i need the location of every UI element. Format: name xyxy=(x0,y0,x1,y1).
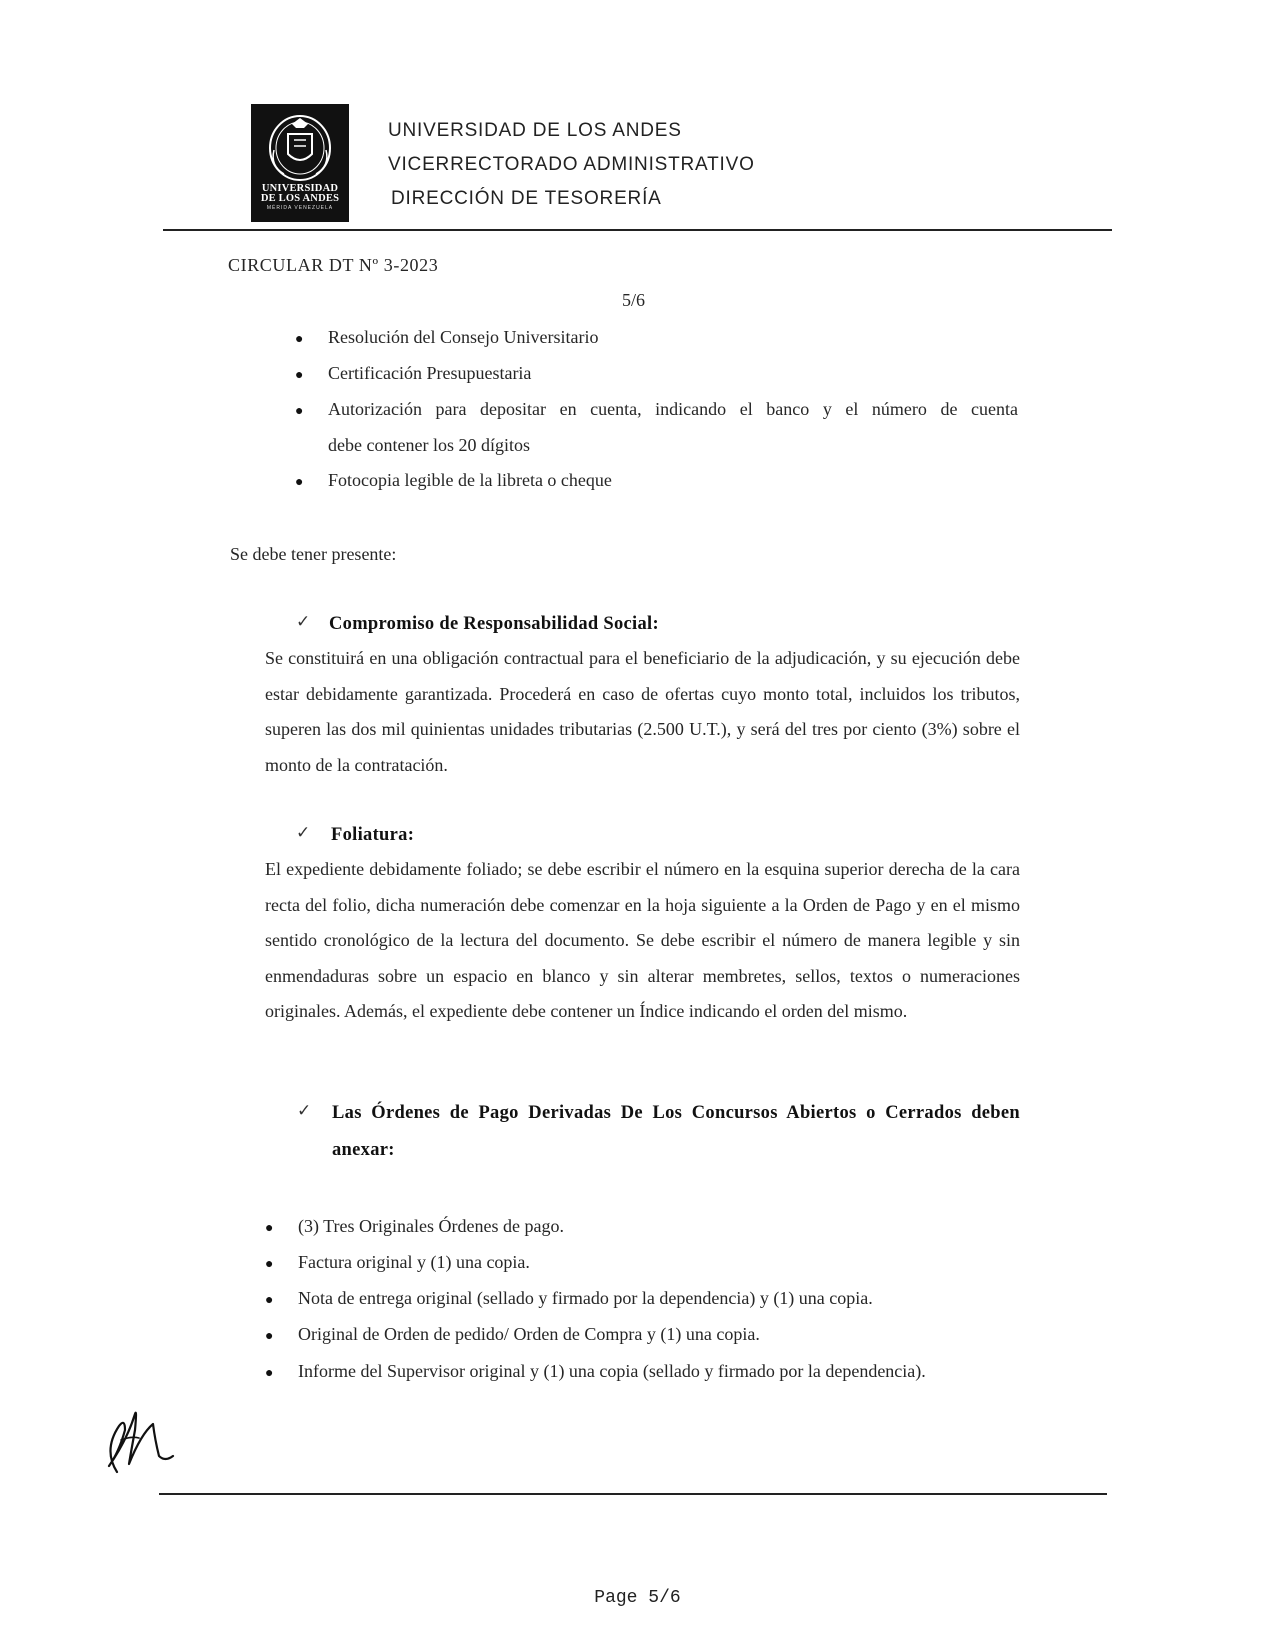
requirement-item: Autorización para depositar en cuenta, indicando el banco y el número de cuenta xyxy=(328,399,1018,419)
checkmark-icon: ✓ xyxy=(297,1101,312,1120)
requirement-item-continuation: debe contener los 20 dígitos xyxy=(328,435,530,455)
bullet-icon: ● xyxy=(295,475,304,490)
annex-item: Informe del Supervisor original y (1) una copia (sellado y firmado por la dependencia). xyxy=(298,1361,926,1381)
requirement-item: Resolución del Consejo Universitario xyxy=(328,327,599,347)
section-body-responsabilidad: Se constituirá en una obligación contractual para el beneficiario de la adjudicación, y su ejecución debe estar debidamente garantizada. Procederá en caso de ofertas cuyo monto total, incluidos los tributos, superen las dos mil quinientas unidades tributarias (2.500 U.T.), y será del tres por ciento (3%) sobre el monto de la contratación. xyxy=(265,648,1020,775)
bullet-icon: ● xyxy=(265,1329,274,1344)
section-heading-foliatura: Foliatura: xyxy=(331,825,415,845)
annex-item: Nota de entrega original (sellado y firmado por la dependencia) y (1) una copia. xyxy=(298,1288,873,1308)
annex-item: Original de Orden de pedido/ Orden de Compra y (1) una copia. xyxy=(298,1324,760,1344)
bullet-icon: ● xyxy=(265,1221,274,1236)
section-heading-ordenes: Las Órdenes de Pago Derivadas De Los Concursos Abiertos o Cerrados deben xyxy=(332,1103,1020,1123)
handwritten-signature-icon xyxy=(95,1400,185,1480)
section-body-foliatura: El expediente debidamente foliado; se debe escribir el número en la esquina superior derecha de la cara recta del folio, dicha numeración debe comenzar en la hoja siguiente a la Orden de Pago y en el mismo sentido cronológico de la lectura del documento. Se debe escribir el número de manera legible y sin enmendaduras sobre un espacio en blanco y sin alterar membretes, sellos, textos o numeraciones originales. Además, el expediente debe contener un Índice indicando el orden del mismo. xyxy=(265,859,1020,1021)
header-divider xyxy=(163,229,1112,231)
bullet-icon: ● xyxy=(295,368,304,383)
section-heading-ordenes-cont: anexar: xyxy=(332,1140,395,1160)
header-direccion: DIRECCIÓN DE TESORERÍA xyxy=(391,188,662,209)
section-heading-responsabilidad: Compromiso de Responsabilidad Social: xyxy=(329,614,659,634)
bullet-icon: ● xyxy=(265,1293,274,1308)
coat-of-arms-icon xyxy=(264,110,336,184)
logo-text-line3: MÉRIDA VENEZUELA xyxy=(266,205,334,211)
requirement-item: Fotocopia legible de la libreta o cheque xyxy=(328,470,612,490)
annex-item: (3) Tres Originales Órdenes de pago. xyxy=(298,1216,564,1236)
bullet-icon: ● xyxy=(295,404,304,419)
checkmark-icon: ✓ xyxy=(296,612,311,631)
header-university: UNIVERSIDAD DE LOS ANDES xyxy=(388,120,682,141)
logo-text-line2: DE LOS ANDES xyxy=(260,193,340,204)
university-logo xyxy=(251,104,349,222)
annex-item: Factura original y (1) una copia. xyxy=(298,1252,530,1272)
intro-text: Se debe tener presente: xyxy=(230,544,397,564)
page-footer: Page 5/6 xyxy=(594,1588,681,1608)
logo-text-line1: UNIVERSIDAD xyxy=(261,183,339,194)
circular-number: CIRCULAR DT Nº 3-2023 xyxy=(228,255,439,275)
bullet-icon: ● xyxy=(295,332,304,347)
bullet-icon: ● xyxy=(265,1366,274,1381)
bullet-icon: ● xyxy=(265,1257,274,1272)
checkmark-icon: ✓ xyxy=(296,823,311,842)
footer-divider xyxy=(159,1493,1107,1495)
header-vicerrectorado: VICERRECTORADO ADMINISTRATIVO xyxy=(388,154,755,175)
requirement-item: Certificación Presupuestaria xyxy=(328,363,532,383)
page-fraction: 5/6 xyxy=(622,290,646,310)
